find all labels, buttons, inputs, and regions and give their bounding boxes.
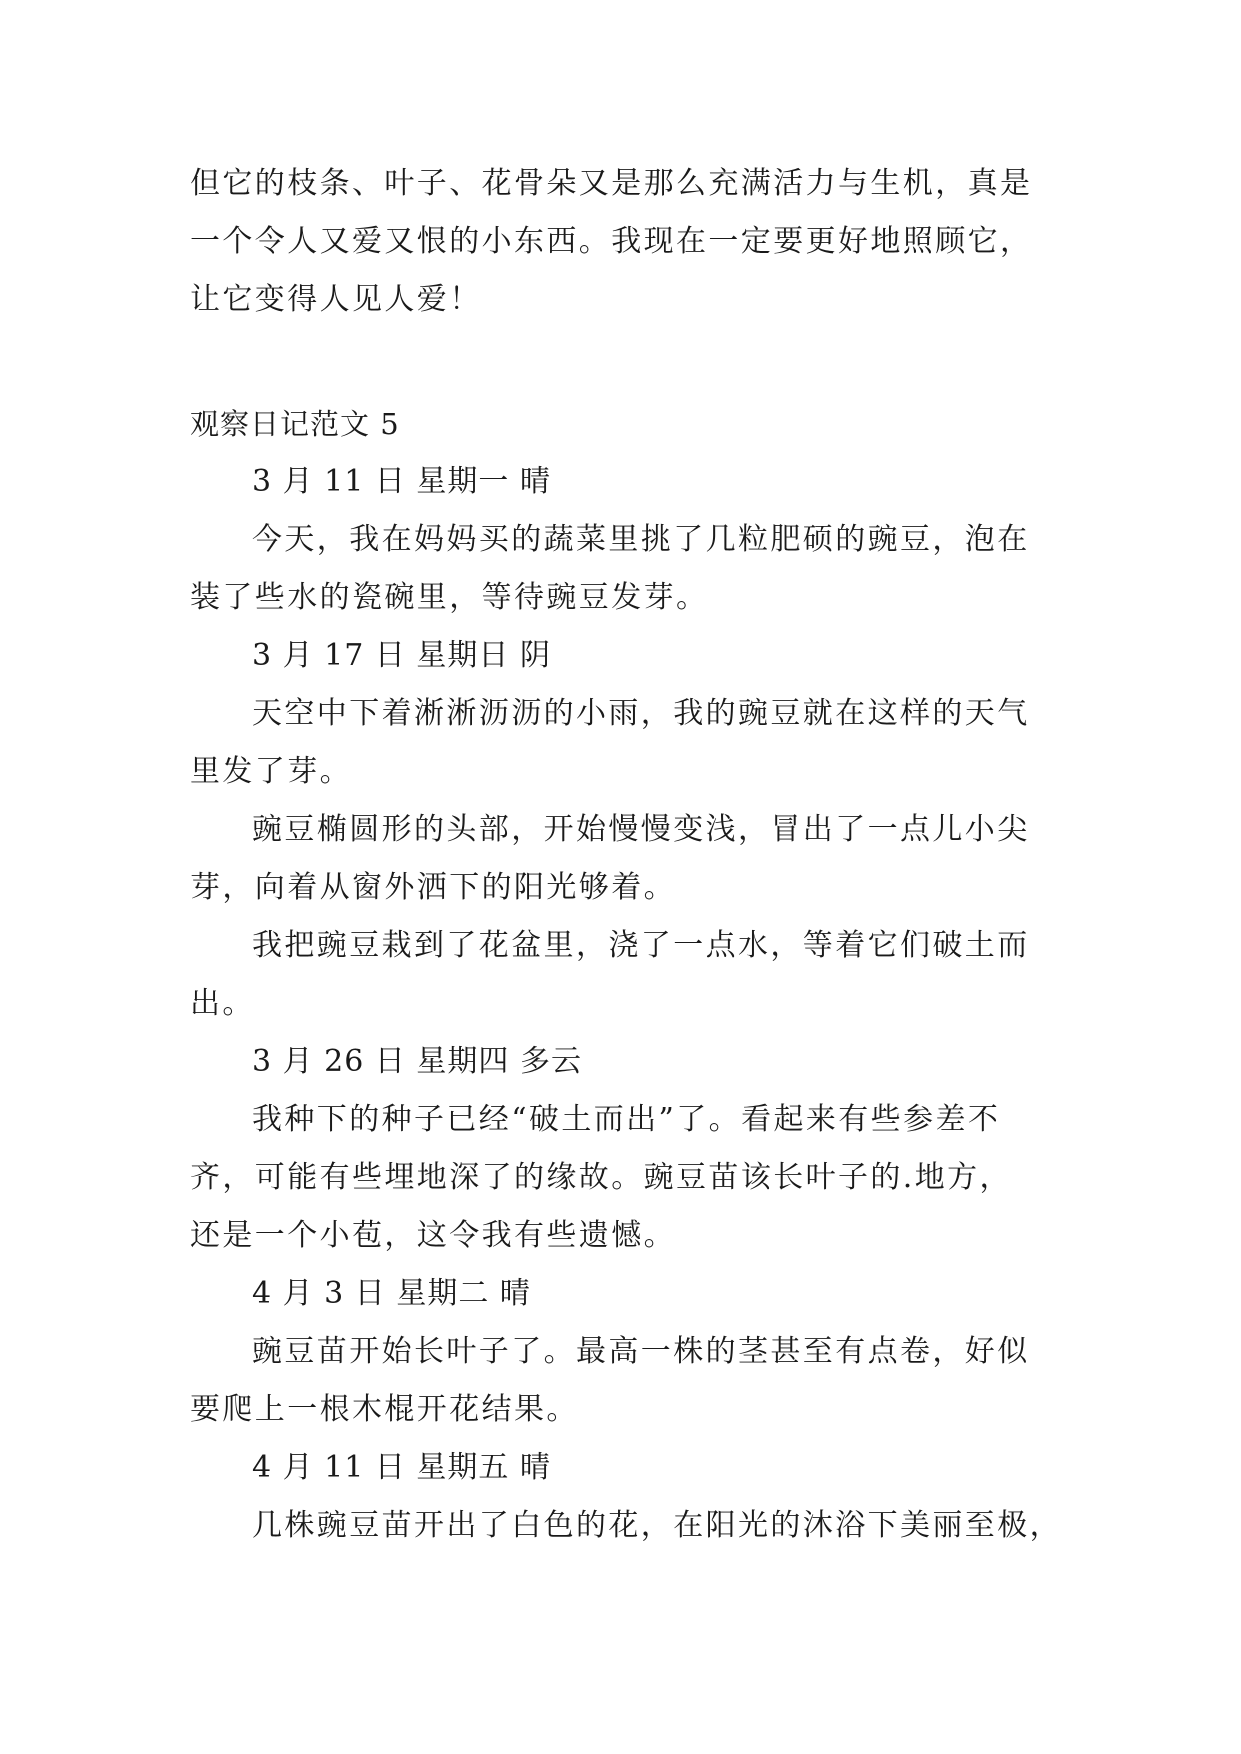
- paragraph-line: 要爬上一根木棍开花结果。: [190, 1392, 579, 1427]
- entry-date: 4 月 11 日 星期五 晴: [252, 1450, 551, 1485]
- paragraph-line: 还是一个小苞，这令我有些遗憾。: [190, 1218, 676, 1253]
- paragraph-line: 天空中下着淅淅沥沥的小雨，我的豌豆就在这样的天气: [252, 696, 1030, 731]
- paragraph-line: 豌豆苗开始长叶子了。最高一株的茎甚至有点卷，好似: [252, 1334, 1030, 1369]
- paragraph-line: 装了些水的瓷碗里，等待豌豆发芽。: [190, 580, 709, 615]
- paragraph-line: 齐，可能有些埋地深了的缘故。豌豆苗该长叶子的.地方，: [190, 1160, 1012, 1195]
- continuation-line: 一个令人又爱又恨的小东西。我现在一定要更好地照顾它，: [190, 224, 1033, 259]
- entry-date: 3 月 26 日 星期四 多云: [252, 1044, 582, 1079]
- continuation-line: 让它变得人见人爱！: [190, 282, 482, 317]
- section-spacer: [190, 329, 1050, 395]
- paragraph-line: 里发了芽。: [190, 754, 352, 789]
- entry-date: 4 月 3 日 星期二 晴: [252, 1276, 531, 1311]
- paragraph-line: 今天，我在妈妈买的蔬菜里挑了几粒肥硕的豌豆，泡在: [252, 522, 1030, 557]
- entry-date: 3 月 11 日 星期一 晴: [252, 464, 551, 499]
- paragraph-line: 我把豌豆栽到了花盆里，浇了一点水，等着它们破土而: [252, 928, 1030, 963]
- paragraph-line: 我种下的种子已经“破土而出”了。看起来有些参差不: [252, 1102, 1001, 1137]
- entry-date: 3 月 17 日 星期日 阴: [252, 638, 551, 673]
- continuation-line: 但它的枝条、叶子、花骨朵又是那么充满活力与生机，真是: [190, 166, 1033, 201]
- document-body: [190, 155, 1062, 1555]
- paragraph-line: 芽，向着从窗外洒下的阳光够着。: [190, 870, 676, 905]
- section-title: 观察日记范文 5: [190, 407, 400, 441]
- paragraph-line: 几株豌豆苗开出了白色的花，在阳光的沐浴下美丽至极，: [252, 1508, 1062, 1543]
- paragraph-line: 出。: [190, 986, 255, 1021]
- paragraph-line: 豌豆椭圆形的头部，开始慢慢变浅，冒出了一点儿小尖: [252, 812, 1030, 847]
